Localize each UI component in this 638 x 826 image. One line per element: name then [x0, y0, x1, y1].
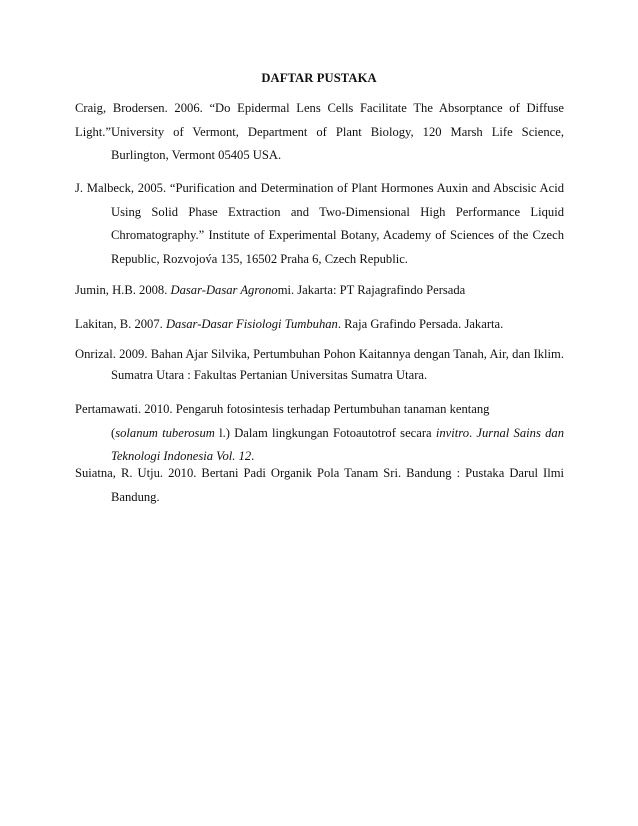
reference-entry — [75, 313, 564, 337]
reference-author: Jumin, H.B. 2008. — [75, 283, 171, 297]
journal-volume: Teknologi Indonesia Vol. 12 — [111, 449, 252, 463]
reference-entry — [75, 398, 564, 469]
reference-line: Bandung. — [111, 489, 160, 504]
reference-line: Using Solid Phase Extraction and Two-Dimensional High Performance Liquid — [111, 204, 564, 219]
reference-entry — [75, 97, 564, 168]
reference-line: (solanum tuberosum l.) Dalam lingkungan Fotoautotrof secara invitro. Jurnal Sains dan — [111, 425, 564, 440]
reference-line — [75, 279, 564, 303]
reference-publisher: mi. Jakarta: PT Rajagrafindo Persada — [277, 283, 466, 297]
reference-line: Chromatography.” Institute of Experimental Botany, Academy of Sciences of the Czech — [111, 228, 564, 242]
reference-line: Sumatra Utara : Fakultas Pertanian Universitas Sumatra Utara. — [111, 368, 428, 382]
page-title: DAFTAR PUSTAKA — [261, 71, 377, 85]
reference-author: Lakitan, B. 2007. — [75, 317, 166, 331]
reference-line: Onrizal. 2009. Bahan Ajar Silvika, Pertumbuhan Pohon Kaitannya dengan Tanah, Air, dan Iklim. — [75, 347, 564, 361]
reference-entry — [75, 279, 564, 303]
reference-publisher: . Raja Grafindo Persada. Jakarta. — [337, 317, 504, 331]
reference-book-title: Dasar-Dasar Agrono — [170, 283, 278, 297]
reference-line: Burlington, Vermont 05405 USA. — [111, 148, 282, 162]
journal-name: Jurnal Sains dan — [476, 425, 564, 440]
species-name: solanum tuberosum — [115, 425, 215, 440]
reference-entry — [75, 462, 564, 509]
reference-line: University of Vermont, Department of Plant Biology, 120 Marsh Life Science, — [111, 124, 564, 139]
reference-line: J. Malbeck, 2005. “Purification and Determination of Plant Hormones Auxin and Abscisic Acid — [75, 181, 564, 195]
reference-line: Suiatna, R. Utju. 2010. Bertani Padi Organik Pola Tanam Sri. Bandung : Pustaka Darul Ilmi — [75, 466, 564, 480]
reference-book-title: Dasar-Dasar Fisiologi Tumbuhan — [165, 317, 338, 331]
reference-line: Pertamawati. 2010. Pengaruh fotosintesis terhadap Pertumbuhan tanaman kentang — [75, 402, 490, 416]
reference-line: Craig, Brodersen. 2006. “Do Epidermal Lens Cells Facilitate The Absorptance of Diffuse Light.” — [75, 101, 564, 139]
reference-entry — [75, 344, 564, 386]
reference-entry — [75, 177, 564, 271]
reference-line: Republic, Rozvojov́a 135, 16502 Praha 6, Czech Republic. — [111, 251, 408, 266]
reference-line — [75, 313, 564, 337]
reference-line: Teknologi Indonesia Vol. 12. — [111, 449, 255, 463]
